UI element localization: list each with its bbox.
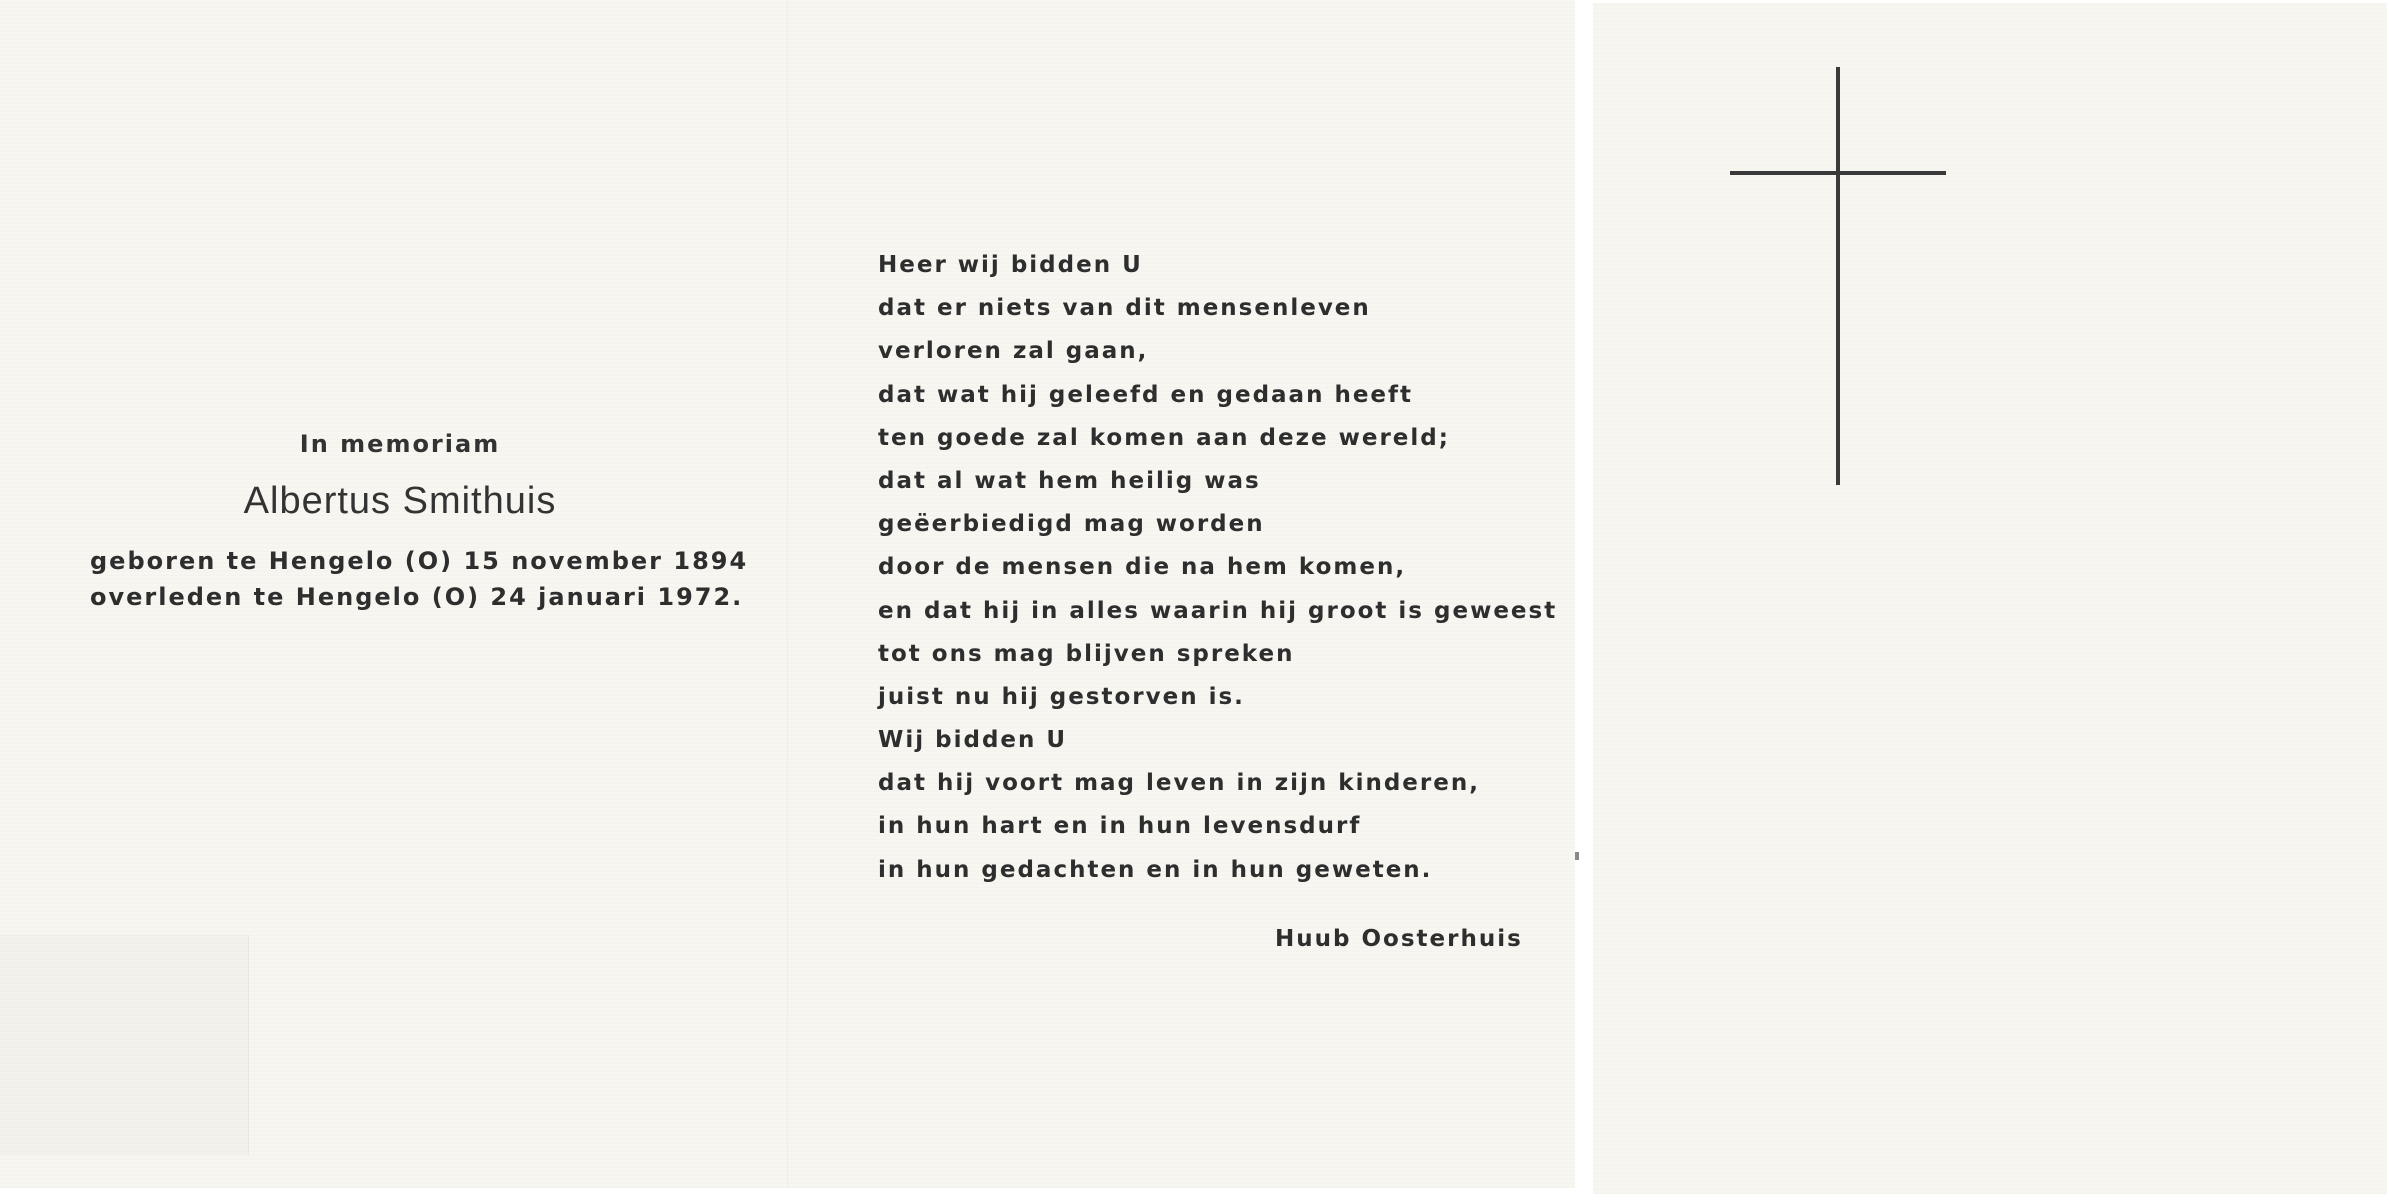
- poem-line: en dat hij in alles waarin hij groot is geweest: [878, 597, 1558, 624]
- poem-line: in hun hart en in hun levensdurf: [878, 813, 1362, 840]
- cross-icon: [1730, 67, 1946, 485]
- poem-line: ten goede zal komen aan deze wereld;: [878, 424, 1450, 451]
- poem-line: door de mensen die na hem komen,: [878, 554, 1407, 581]
- card-stain: [0, 935, 249, 1155]
- memoriam-heading: In memoriam: [299, 430, 501, 458]
- poem: [878, 244, 1558, 892]
- poem-line: dat er niets van dit mensenleven: [878, 295, 1371, 322]
- deceased-name: Albertus Smithuis: [243, 480, 557, 522]
- poem-line: juist nu hij gestorven is.: [878, 683, 1245, 710]
- poem-line: dat hij voort mag leven in zijn kinderen,: [878, 770, 1480, 797]
- death-line: overleden te Hengelo (O) 24 januari 1972.: [90, 583, 744, 611]
- poem-author: Huub Oosterhuis: [1275, 926, 1523, 952]
- poem-line: verloren zal gaan,: [878, 338, 1149, 365]
- poem-line: Heer wij bidden U: [878, 252, 1143, 278]
- poem-line: tot ons mag blijven spreken: [878, 640, 1295, 667]
- memoriam-block: [90, 430, 749, 619]
- scan-mark: [1575, 852, 1579, 860]
- poem-line: dat wat hij geleefd en gedaan heeft: [878, 381, 1414, 408]
- cover-card: [1593, 3, 2387, 1194]
- poem-line: in hun gedachten en in hun geweten.: [878, 856, 1433, 883]
- poem-line: geëerbiedigd mag worden: [878, 511, 1265, 538]
- fold-line: [787, 0, 789, 1188]
- poem-line: Wij bidden U: [878, 727, 1068, 754]
- birth-line: geboren te Hengelo (O) 15 november 1894: [90, 547, 749, 575]
- poem-line: dat al wat hem heilig was: [878, 467, 1261, 494]
